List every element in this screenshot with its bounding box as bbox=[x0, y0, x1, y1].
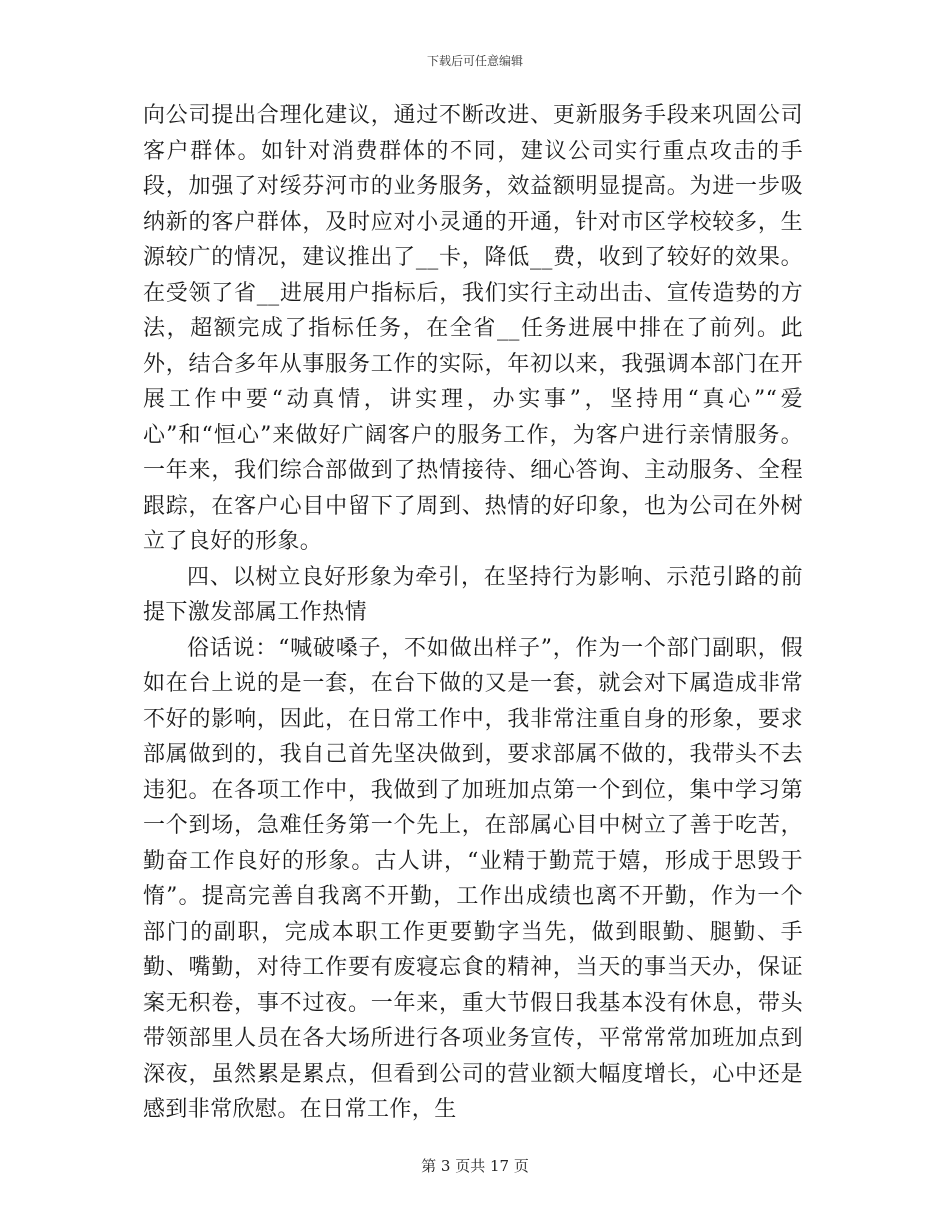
paragraph-customer-service: 向公司提出合理化建议，通过不断改进、更新服务手段来巩固公司客户群体。如针对消费群体的不同，建议公司实行重点攻击的手段，加强了对绥芬河市的业务服务，效益额明显提高。为进一步吸纳新的客户群体，及时应对小灵通的开通，针对市区学校较多，生源较广的情况，建议推出了__卡，降低__费，收到了较好的效果。在受领了省__进展用户指标后，我们实行主动出击、宣传造势的方法，超额完成了指标任务，在全省__任务进展中排在了前列。此外，结合多年从事服务工作的实际，年初以来，我强调本部门在开展工作中要“动真情，讲实理，办实事”，坚持用“真心”“爱心”和“恒心”来做好广阔客户的服务工作，为客户进行亲情服务。一年来，我们综合部做到了热情接待、细心答询、主动服务、全程跟踪，在客户心目中留下了周到、热情的好印象，也为公司在外树立了良好的形象。 bbox=[143, 103, 803, 554]
page-header: 下载后可任意编辑 bbox=[426, 54, 523, 68]
section-heading-four: 四、以树立良好形象为牵引，在坚持行为影响、示范引路的前提下激发部属工作热情 bbox=[143, 564, 803, 625]
page-number: 第 3 页共 17 页 bbox=[421, 1157, 529, 1175]
paragraph-leading-by-example: 俗话说：“喊破嗓子，不如做出样子”，作为一个部门副职，假如在台上说的是一套，在台下做的又是一套，就会对下属造成非常不好的影响，因此，在日常工作中，我非常注重自身的形象，要求部属做到的，我自己首先坚决做到，要求部属不做的，我带头不去违犯。在各项工作中，我做到了加班加点第一个到位，集中学习第一个到场，急难任务第一个先上，在部属心目中树立了善于吃苦，勤奋工作良好的形象。古人讲，“业精于勤荒于嬉，形成于思毁于惰”。提高完善自我离不开勤，工作出成绩也离不开勤，作为一个部门的副职，完成本职工作更要勤字当先，做到眼勤、腿勤、手勤、嘴勤，对待工作要有废寝忘食的精神，当天的事当天办，保证案无积卷，事不过夜。一年来，重大节假日我基本没有休息，带头带领部里人员在各大场所进行各项业务宣传，平常常常加班加点到深夜，虽然累是累点，但看到公司的营业额大幅度增长，心中还是感到非常欣慰。在日常工作，生 bbox=[143, 635, 803, 1122]
document-body bbox=[143, 98, 803, 1128]
